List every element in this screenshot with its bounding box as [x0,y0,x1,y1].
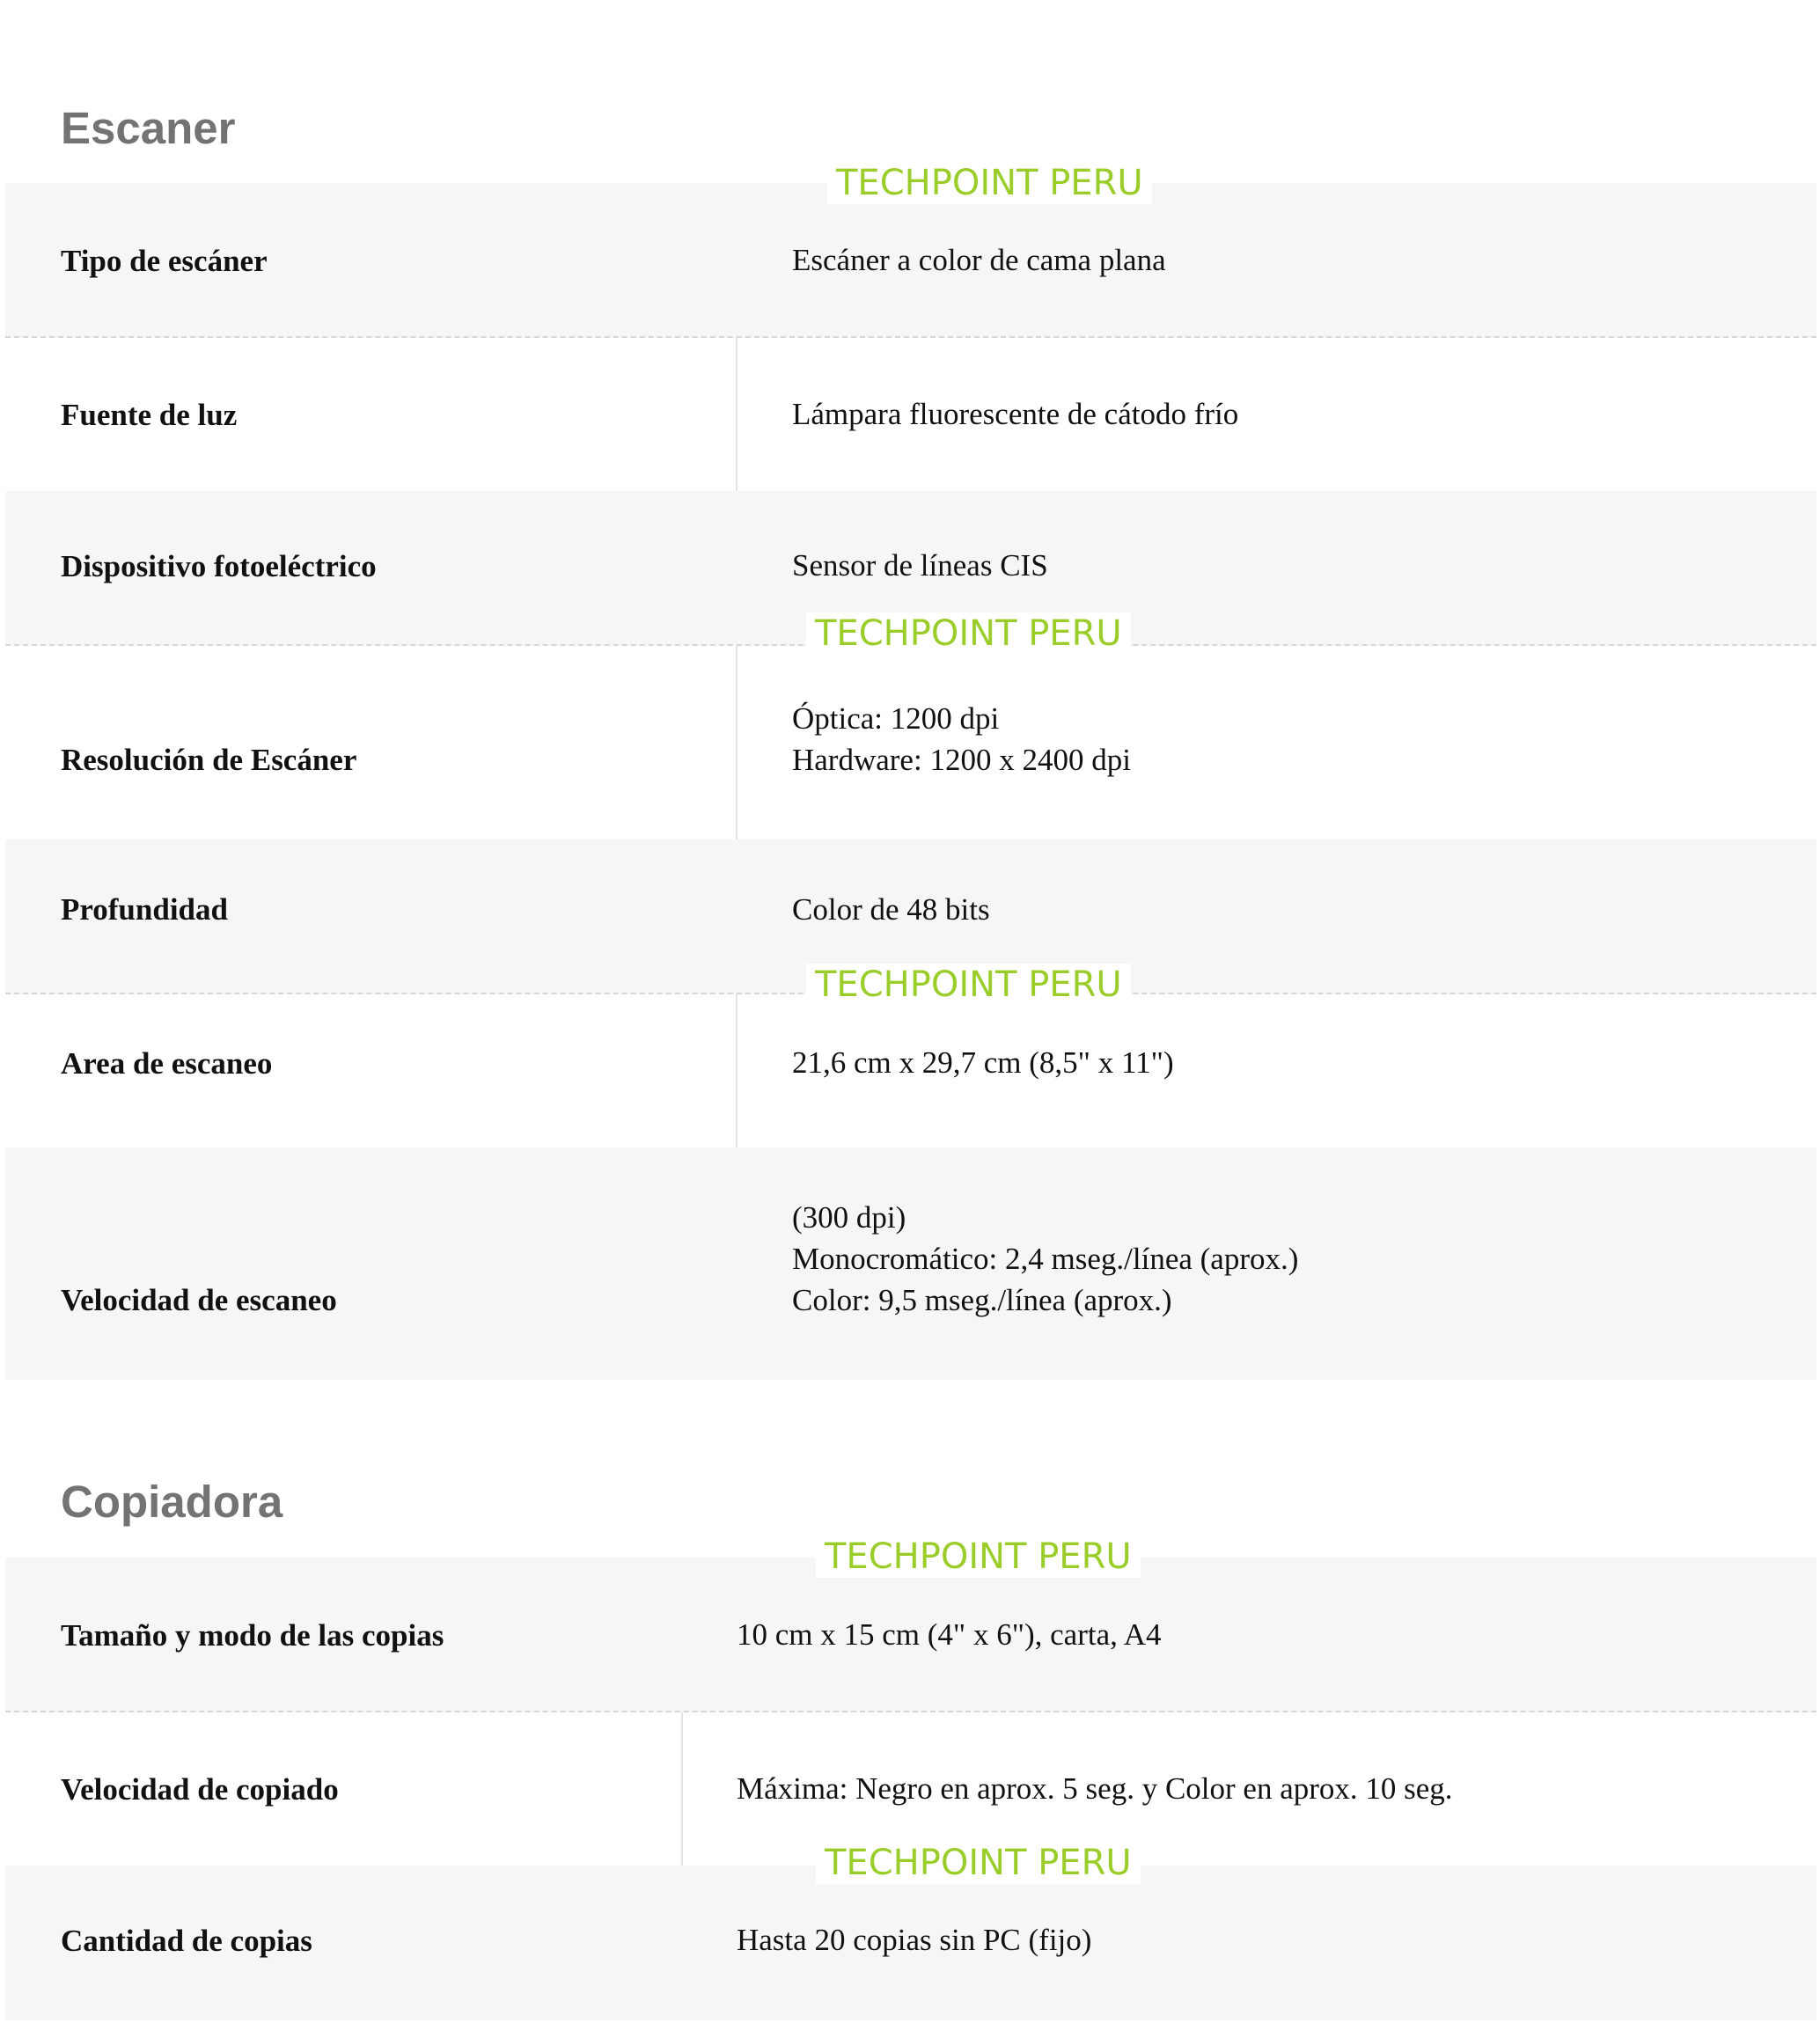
spec-value: 10 cm x 15 cm (4" x 6"), carta, A4 [737,1617,1162,1652]
spec-value: Sensor de líneas CIS [792,548,1048,583]
spec-value: Color de 48 bits [792,892,990,927]
spec-row [5,183,1816,338]
spec-value: Escáner a color de cama plana [792,243,1166,277]
watermark-text: TECHPOINT PERU [806,964,1131,1006]
spec-label: Fuente de luz [61,398,238,432]
scanner-spec-table [5,183,1816,1380]
spec-label: Dispositivo fotoeléctrico [61,549,377,583]
spec-value: Óptica: 1200 dpi Hardware: 1200 x 2400 dpi [792,701,1131,777]
spec-row [5,646,1816,839]
spec-row [5,994,1816,1147]
spec-label: Area de escaneo [61,1046,273,1081]
spec-label: Cantidad de copias [61,1924,312,1958]
spec-label: Profundidad [61,892,228,927]
watermark-text: TECHPOINT PERU [806,612,1131,655]
spec-value: Hasta 20 copias sin PC (fijo) [737,1923,1092,1957]
spec-row [5,1147,1816,1380]
section-title-escaner: Escaner [61,103,236,153]
watermark-text: TECHPOINT PERU [816,1842,1141,1884]
spec-value: 21,6 cm x 29,7 cm (8,5" x 11") [792,1045,1174,1080]
copier-spec-table [5,1558,1816,2020]
spec-row [5,338,1816,491]
spec-label: Velocidad de copiado [61,1772,339,1807]
spec-label: Resolución de Escáner [61,743,357,777]
spec-value: (300 dpi) Monocromático: 2,4 mseg./línea (aprox.) Color: 9,5 mseg./línea (aprox.) [792,1200,1299,1317]
spec-row [5,1558,1816,1712]
watermark-text: TECHPOINT PERU [816,1536,1141,1578]
watermark-text: TECHPOINT PERU [827,162,1152,204]
spec-label: Tipo de escáner [61,244,268,278]
spec-label: Tamaño y modo de las copias [61,1618,444,1653]
spec-row [5,1866,1816,2020]
section-title-copiadora: Copiadora [61,1477,283,1527]
spec-value: Lámpara fluorescente de cátodo frío [792,397,1239,431]
spec-value: Máxima: Negro en aprox. 5 seg. y Color en aprox. 10 seg. [737,1771,1453,1806]
spec-label: Velocidad de escaneo [61,1283,337,1317]
